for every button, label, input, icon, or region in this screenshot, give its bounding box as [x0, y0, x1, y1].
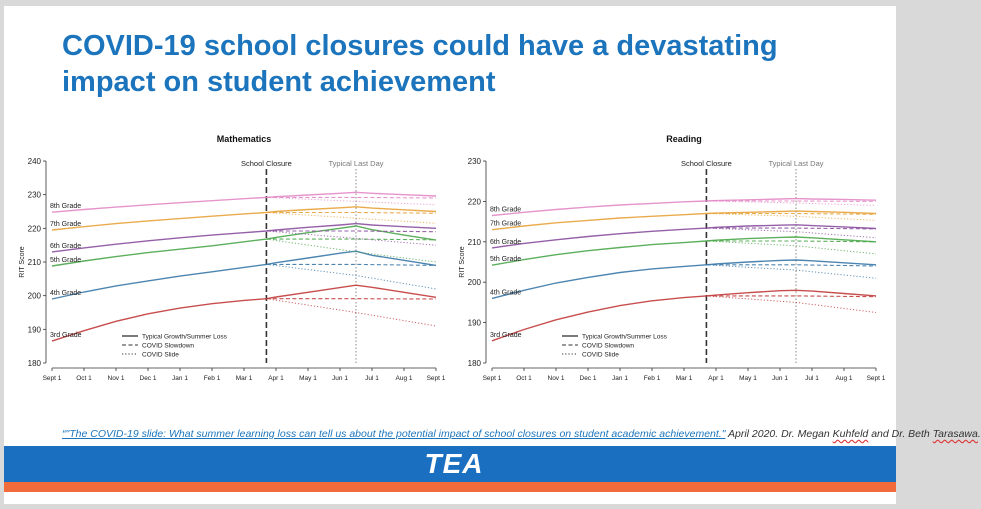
series-slowdown-line — [266, 264, 436, 265]
y-tick-label: 240 — [27, 157, 41, 166]
y-tick-label: 190 — [467, 318, 481, 328]
series-slide-line — [706, 241, 876, 254]
series-slowdown-line — [706, 296, 876, 297]
typical-last-day-label: Typical Last Day — [768, 159, 824, 168]
grade-label: 3rd Grade — [490, 331, 522, 339]
chart-title: Reading — [666, 134, 702, 144]
x-tick-label: Jun 1 — [332, 375, 348, 382]
x-tick-label: Aug 1 — [835, 375, 853, 382]
series-slowdown-line — [706, 214, 876, 215]
series-typical-line — [52, 285, 436, 341]
footer-band-orange — [4, 482, 896, 492]
series-typical-line — [492, 260, 876, 298]
citation-mid: and Dr. Beth — [868, 428, 933, 440]
x-tick-label: Jul 1 — [365, 375, 379, 382]
legend-label: Typical Growth/Summer Loss — [582, 333, 667, 341]
citation-author1: Kuhfeld — [832, 428, 869, 440]
x-tick-label: Jun 1 — [772, 375, 788, 382]
y-axis-label: RIT Score — [19, 246, 26, 278]
x-tick-label: Mar 1 — [675, 375, 693, 382]
x-tick-label: May 1 — [299, 375, 317, 382]
x-tick-label: Jul 1 — [805, 375, 819, 382]
tea-logo: TEA — [424, 448, 484, 479]
series-slide-line — [706, 265, 876, 278]
grade-label: 6th Grade — [50, 242, 82, 250]
citation-end: . — [977, 428, 981, 440]
y-tick-label: 210 — [27, 258, 41, 267]
x-tick-label: Apr 1 — [268, 375, 284, 382]
grade-label: 7th Grade — [50, 221, 82, 229]
y-tick-label: 200 — [27, 291, 41, 301]
x-tick-label: Sept 1 — [482, 375, 502, 382]
mathematics-chart — [4, 126, 444, 386]
school-closure-label: School Closure — [680, 159, 732, 168]
series-slide-line — [706, 228, 876, 238]
y-tick-label: 230 — [467, 157, 481, 166]
legend-label: COVID Slide — [582, 351, 619, 359]
citation-link[interactable]: “"The COVID-19 slide: What summer learning loss can tell us about the potential impact of school closures on student academic achievement." — [62, 428, 726, 440]
x-tick-label: Sept 1 — [42, 375, 62, 382]
school-closure-label: School Closure — [240, 159, 292, 168]
grade-label: 4th Grade — [50, 290, 82, 298]
series-typical-line — [492, 290, 876, 341]
series-slowdown-line — [266, 213, 436, 214]
y-tick-label: 180 — [27, 359, 41, 368]
legend-label: COVID Slowdown — [582, 342, 635, 350]
series-slowdown-line — [266, 239, 436, 240]
series-slowdown-line — [266, 231, 436, 232]
series-slowdown-line — [706, 265, 876, 266]
grade-label: 3rd Grade — [50, 332, 82, 340]
slide — [4, 6, 981, 504]
series-slowdown-line — [706, 228, 876, 229]
x-tick-label: Apr 1 — [708, 375, 724, 382]
series-typical-line — [52, 224, 436, 252]
x-tick-label: Oct 1 — [76, 375, 92, 382]
x-tick-label: Nov 1 — [107, 375, 125, 382]
citation-date: April 2020. Dr. Megan — [725, 428, 833, 440]
series-slide-line — [266, 213, 436, 224]
series-slide-line — [266, 197, 436, 204]
x-tick-label: Nov 1 — [547, 375, 565, 382]
series-slide-line — [266, 299, 436, 326]
grade-label: 8th Grade — [50, 203, 82, 211]
series-slowdown-line — [266, 197, 436, 198]
chart-title: Mathematics — [216, 134, 272, 144]
legend-label: Typical Growth/Summer Loss — [142, 333, 227, 341]
grade-label: 6th Grade — [490, 238, 522, 246]
slide-title: COVID-19 school closures could have a devastating impact on student achievement — [62, 30, 778, 98]
x-tick-label: Aug 1 — [395, 375, 413, 382]
x-tick-label: Mar 1 — [235, 375, 253, 382]
x-tick-label: Jan 1 — [172, 375, 188, 382]
y-tick-label: 200 — [467, 278, 481, 288]
y-tick-label: 210 — [467, 237, 481, 247]
series-typical-line — [52, 207, 436, 230]
grade-label: 7th Grade — [490, 220, 522, 228]
x-tick-label: Sept 1 — [866, 375, 886, 382]
grade-label: 5th Grade — [50, 257, 82, 265]
y-tick-label: 190 — [27, 325, 41, 335]
grade-label: 4th Grade — [490, 289, 522, 297]
x-tick-label: Sept 1 — [426, 375, 446, 382]
citation-author2: Tarasawa — [932, 428, 978, 440]
legend-label: COVID Slowdown — [142, 342, 195, 350]
y-tick-label: 180 — [467, 359, 481, 368]
x-tick-label: Feb 1 — [203, 375, 221, 382]
legend-label: COVID Slide — [142, 351, 179, 359]
series-slide-line — [266, 239, 436, 262]
x-tick-label: May 1 — [739, 375, 757, 382]
x-tick-label: Dec 1 — [579, 375, 597, 382]
x-tick-label: Feb 1 — [643, 375, 661, 382]
series-typical-line — [52, 251, 436, 299]
x-tick-label: Oct 1 — [516, 375, 532, 382]
series-slide-line — [706, 296, 876, 313]
grade-label: 8th Grade — [490, 206, 522, 214]
citation — [62, 428, 981, 440]
typical-last-day-label: Typical Last Day — [328, 159, 384, 168]
y-axis-label: RIT Score — [459, 246, 466, 278]
series-slowdown-line — [706, 241, 876, 242]
grade-label: 5th Grade — [490, 256, 522, 264]
y-tick-label: 220 — [467, 197, 481, 207]
reading-chart — [444, 126, 889, 386]
x-tick-label: Dec 1 — [139, 375, 157, 382]
y-tick-label: 230 — [27, 190, 41, 200]
y-tick-label: 220 — [27, 224, 41, 234]
x-tick-label: Jan 1 — [612, 375, 628, 382]
